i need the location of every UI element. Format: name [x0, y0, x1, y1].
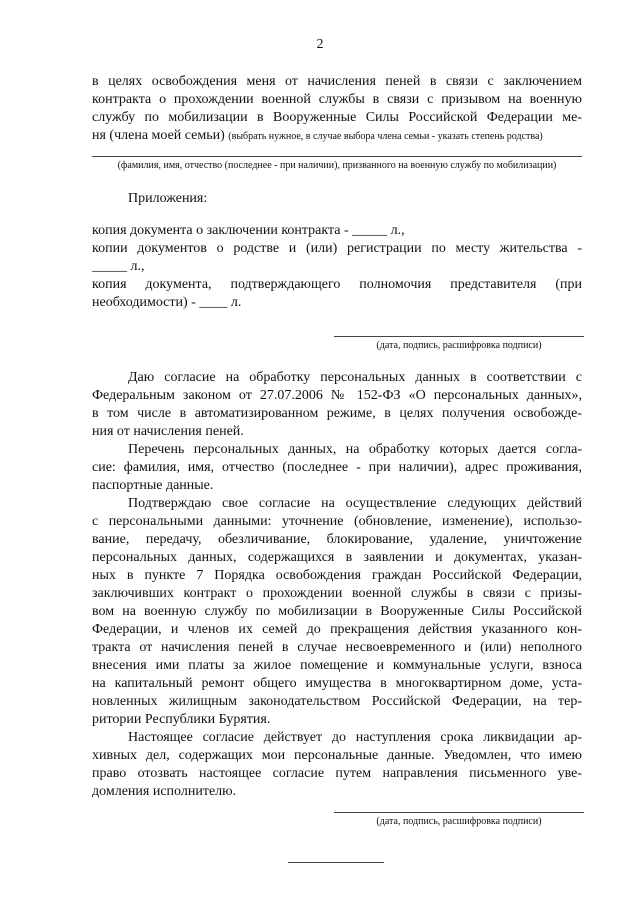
page-number: 2: [316, 37, 324, 52]
consent-line: ных в пункте 7 Порядка освобождения граждан Российской Федерации,: [92, 568, 582, 583]
consent-line: Федеральным законом от 27.07.2006 № 152-ФЗ «О персональных данных»,: [92, 388, 582, 403]
consent-line: Перечень персональных данных, на обработку которых дается согла-: [128, 442, 582, 457]
intro-last-line-text: ня (члена моей семьи): [92, 128, 225, 143]
intro-line: контракта о прохождении военной службы в связи с призывом на военную: [92, 92, 582, 107]
consent-line: вом на военную службу по мобилизации в Вооруженные Силы Российской: [92, 604, 582, 619]
consent-line: Подтверждаю свое согласие на осуществление следующих действий: [128, 496, 582, 511]
consent-line: тракта от начисления пеней в случае несвоевременного и (или) неполного: [92, 640, 582, 655]
attachment-item: необходимости) - ____ л.: [92, 295, 242, 310]
consent-line: персональных данных, содержащихся в заявлении и документах, указан-: [92, 550, 582, 565]
consent-line: Настоящее согласие действует до наступления срока ликвидации ар-: [128, 730, 582, 745]
signature-rule: [334, 336, 584, 337]
consent-line: Федерации, и членов их семей до прекращения действия указанного кон-: [92, 622, 582, 637]
signature-caption-2: (дата, подпись, расшифровка подписи): [376, 816, 542, 827]
end-rule: [288, 862, 384, 863]
consent-line: право отозвать настоящее согласие путем направления письменного уве-: [92, 766, 582, 781]
consent-line: ния от начисления пеней.: [92, 424, 244, 439]
attachment-item: копия документа о заключении контракта - _____ л.,: [92, 223, 405, 238]
consent-line: паспортные данные.: [92, 478, 214, 493]
fio-caption: (фамилия, имя, отчество (последнее - при наличии), призванного на военную службу по мобилизации): [117, 160, 557, 171]
consent-line: с персональными данными: уточнение (обновление, изменение), использо-: [92, 514, 582, 529]
attachment-item: копия документа, подтверждающего полномочия представителя (при: [92, 277, 582, 292]
consent-line: хивных дел, содержащих мои персональные данные. Уведомлен, что имею: [92, 748, 582, 763]
attachments-heading: Приложения:: [128, 191, 208, 206]
intro-last-line-note: (выбрать нужное, в случае выбора члена семьи - указать степень родства): [228, 131, 543, 142]
consent-line: ритории Республики Бурятия.: [92, 712, 271, 727]
consent-line: новленных жилищным законодательством Российской Федерации, на тер-: [92, 694, 582, 709]
signature-rule-2: [334, 812, 584, 813]
consent-line: заключивших контракт о прохождении военной службы в связи с призы-: [92, 586, 582, 601]
consent-line: внесения ими платы за жилое помещение и коммунальные услуги, взноса: [92, 658, 582, 673]
attachment-item: _____ л.,: [92, 259, 145, 274]
signature-caption: (дата, подпись, расшифровка подписи): [376, 340, 542, 351]
fio-rule: [92, 156, 582, 157]
intro-last-line: [92, 127, 582, 145]
intro-line: службу по мобилизации в Вооруженные Силы Российской Федерации ме-: [92, 110, 582, 125]
consent-line: на капитальный ремонт общего имущества в многоквартирном доме, уста-: [92, 676, 582, 691]
consent-line: вание, передачу, обезличивание, блокирование, удаление, уничтожение: [92, 532, 582, 547]
consent-line: домления исполнителю.: [92, 784, 237, 799]
intro-line: в целях освобождения меня от начисления пеней в связи с заключением: [92, 74, 582, 89]
consent-line: в том числе в автоматизированном режиме, в целях получения освобожде-: [92, 406, 582, 421]
consent-line: сие: фамилия, имя, отчество (последнее - при наличии), адрес проживания,: [92, 460, 582, 475]
consent-line: Даю согласие на обработку персональных данных в соответствии с: [128, 370, 582, 385]
attachment-item: копии документов о родстве и (или) регистрации по месту жительства -: [92, 241, 582, 256]
